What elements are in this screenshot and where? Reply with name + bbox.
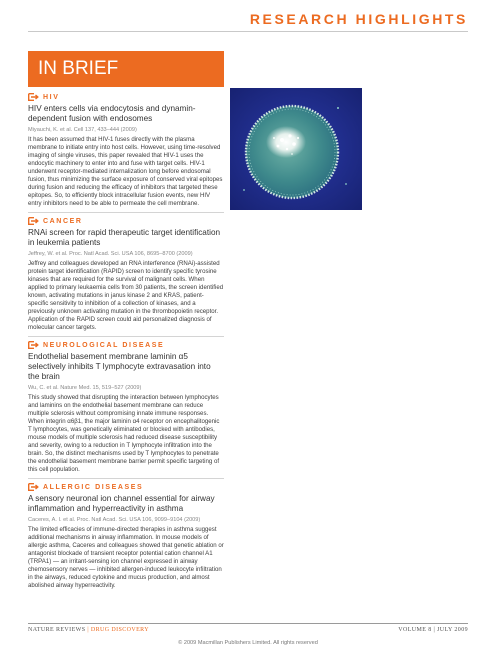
- article-citation: Jeffrey, W. et al. Proc. Natl Acad. Sci. USA 106, 8695–8700 (2009): [28, 251, 193, 257]
- arrow-bracket-icon: [28, 483, 39, 491]
- arrow-bracket-icon: [28, 217, 39, 225]
- brief-item-hiv: [28, 92, 224, 208]
- category-label: CANCER: [43, 217, 83, 225]
- category-label: NEUROLOGICAL DISEASE: [43, 341, 165, 349]
- category-label: HIV: [43, 93, 60, 101]
- article-summary: Jeffrey and colleagues developed an RNA interference (RNAi)-assisted protein target identification (RAPID) screen to identify specific tyrosine kinases that are required for the survival of malignant cells. When applied to primary leukaemia cells from 30 patients, the screen identified known, activating mutations in janus kinase 2 and KRAS, patient-specific sensitivity to inhibition of a collection of kinases, and a previously unknown activating mutation in the thrombopoietin receptor. Application of the RAPID screen could aid personalized diagnosis of molecular cancer targets.: [28, 260, 224, 331]
- brief-item-allergic-diseases: [28, 482, 224, 590]
- article-summary: This study showed that disrupting the interaction between lymphocytes and laminins on the endothelial basement membrane can reduce multiple sclerosis without compromising innate immune responses. When integrin α6β1, the major laminin α4 receptor on encephalitogenic T lymphocytes, was genetically eliminated or blocked with antibodies, mouse models of multiple sclerosis had reduced disease susceptibility and severity, owing to a reduction in T lymphocyte infiltration into the brain. So, the distinct mechanisms used by T lymphocytes to penetrate the endothelial basement membrane barrier permit specific targeting of this cell population.: [28, 394, 220, 473]
- article-title: A sensory neuronal ion channel essential for airway inflammation and hyperreactivity in asthma: [28, 494, 215, 513]
- section-divider: [28, 478, 224, 479]
- header-divider: [28, 31, 468, 32]
- section-divider: [28, 212, 224, 213]
- category-heading: [28, 340, 224, 350]
- brief-item-cancer: [28, 216, 224, 332]
- journal-name-separator: |: [85, 627, 91, 633]
- section-divider: [28, 336, 224, 337]
- brief-item-neurological-disease: [28, 340, 224, 474]
- article-summary: The limited efficacies of immune-directed therapies in asthma suggest additional mechanisms in airway inflammation. In mouse models of allergic asthma, Caceres and colleagues showed that genetic ablation or antagonist blockade of transient receptor potential cation channel A1 (TRPA1) — an irritant-sensing ion channel expressed in airway chemosensory nerves — inhibited allergen-induced leukocyte infiltration in the airways, reduced cytokine and mucus production, and almost abolished airway hyperreactivity.: [28, 526, 224, 589]
- footer-divider: [28, 623, 468, 624]
- category-heading: [28, 482, 224, 492]
- category-label: ALLERGIC DISEASES: [43, 483, 144, 491]
- issue-info: VOLUME 8 | JULY 2009: [398, 627, 468, 633]
- copyright-notice: © 2009 Macmillan Publishers Limited. All rights reserved: [178, 640, 318, 646]
- article-title: Endothelial basement membrane laminin α5 selectively inhibits T lymphocyte extravasation into the brain: [28, 352, 211, 381]
- section-header-title: RESEARCH HIGHLIGHTS: [249, 11, 468, 27]
- article-title: RNAi screen for rapid therapeutic target identification in leukemia patients: [28, 228, 221, 247]
- article-title: HIV enters cells via endocytosis and dynamin-dependent fusion with endosomes: [28, 104, 196, 123]
- journal-name-secondary: DRUG DISCOVERY: [90, 627, 149, 633]
- brief-column: [28, 92, 224, 590]
- in-brief-banner: IN BRIEF: [28, 51, 224, 87]
- category-heading: [28, 92, 224, 102]
- arrow-bracket-icon: [28, 341, 39, 349]
- journal-name: [28, 627, 149, 633]
- category-heading: [28, 216, 224, 226]
- journal-name-primary: NATURE REVIEWS: [28, 627, 86, 633]
- article-citation: Wu, C. et al. Nature Med. 15, 519–527 (2009): [28, 385, 142, 391]
- article-citation: Caceres, A. I. et al. Proc. Natl Acad. Sci. USA 106, 9099–9104 (2009): [28, 517, 201, 523]
- article-citation: Miyauchi, K. et al. Cell 137, 433–444 (2009): [28, 127, 137, 133]
- arrow-bracket-icon: [28, 93, 39, 101]
- hiv-cell-micrograph: [230, 88, 362, 210]
- article-summary: It has been assumed that HIV-1 fuses directly with the plasma membrane to initiate entry into host cells. However, using time-resolved imaging of single viruses, this paper revealed that HIV-1 uses the endocytic machinery to enter into and fuse with target cells. HIV-1 underwent receptor-mediated internalization long before endosomal fusion, thus minimizing the surface exposure of conserved viral epitopes during fusion and reducing the efficacy of inhibitors that targeted these epitopes. So, to efficiently block intracellular fusion events, new HIV entry inhibitors need to be able to permeate the cell membrane.: [28, 136, 223, 207]
